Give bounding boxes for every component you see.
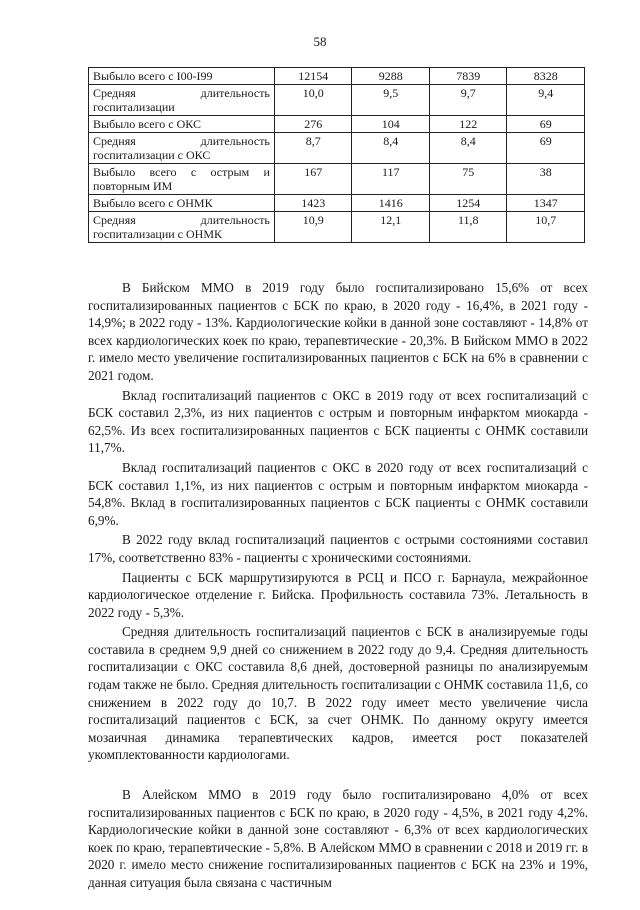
row-label: Выбыло всего с I00-I99 bbox=[89, 68, 275, 85]
paragraph: Вклад госпитализаций пациентов с ОКС в 2019 году от всех госпитализаций с БСК составил 2,3%, из них пациентов с острым и повторным инфарктом миокарда - 62,5%. Из всех госпитализированных пациентов с БСК пациенты с ОНМК составили 11,7%. bbox=[88, 387, 588, 456]
cell-value: 1416 bbox=[352, 195, 430, 212]
cell-value: 75 bbox=[429, 164, 507, 195]
cell-value: 8,7 bbox=[274, 133, 352, 164]
cell-value: 117 bbox=[352, 164, 430, 195]
cell-value: 12154 bbox=[274, 68, 352, 85]
table-row bbox=[89, 116, 585, 133]
cell-value: 38 bbox=[507, 164, 585, 195]
cell-value: 9288 bbox=[352, 68, 430, 85]
cell-value: 12,1 bbox=[352, 212, 430, 243]
row-label: Выбыло всего с ОНМК bbox=[89, 195, 275, 212]
cell-value: 8,4 bbox=[352, 133, 430, 164]
cell-value: 8328 bbox=[507, 68, 585, 85]
paragraph: Вклад госпитализаций пациентов с ОКС в 2020 году от всех госпитализаций с БСК составил 1,1%, из них пациентов с острым и повторным инфарктом миокарда - 54,8%. Вклад в госпитализированных пациентов с БСК пациенты с ОНМК составили 6,9%. bbox=[88, 459, 588, 528]
cell-value: 7839 bbox=[429, 68, 507, 85]
cell-value: 10,7 bbox=[507, 212, 585, 243]
paragraph: В Бийском ММО в 2019 году было госпитализировано 15,6% от всех госпитализированных пациентов с БСК по краю, в 2020 году - 16,4%, в 2021 году - 14,9%; в 2022 году - 13%. Кардиологические койки в данной зоне составляют - 14,8% от всех кардиологических коек по краю, терапевтические - 20,3%. В Бийском ММО в 2022 г. имело место увеличение госпитализированных пациентов с БСК на 6% в сравнении с 2021 годом. bbox=[88, 280, 588, 383]
row-label: Средняя длительность госпитализации bbox=[89, 85, 275, 116]
page-number: 58 bbox=[313, 34, 327, 49]
row-label: Средняя длительность госпитализации с ОКС bbox=[89, 133, 275, 164]
cell-value: 10,0 bbox=[274, 85, 352, 116]
table-row bbox=[89, 212, 585, 243]
cell-value: 11,8 bbox=[429, 212, 507, 243]
cell-value: 8,4 bbox=[429, 133, 507, 164]
cell-value: 9,5 bbox=[352, 85, 430, 116]
cell-value: 69 bbox=[507, 133, 585, 164]
cell-value: 9,7 bbox=[429, 85, 507, 116]
body-text bbox=[88, 279, 588, 892]
paragraph: Пациенты с БСК маршрутизируются в РСЦ и ПСО г. Барнаула, межрайонное кардиологическое отделение г. Бийска. Профильность составила 73%. Летальность в 2022 году - 5,3%. bbox=[88, 569, 588, 620]
row-label: Выбыло всего с ОКС bbox=[89, 116, 275, 133]
cell-value: 1254 bbox=[429, 195, 507, 212]
table-row bbox=[89, 85, 585, 116]
paragraph: Средняя длительность госпитализаций пациентов с БСК в анализируемые годы составила в среднем 9,9 дней со снижением в 2022 году до 9,4. Средняя длительность госпитализации с ОКС составила 8,6 дней, достоверной разницы по анализируемым годам также не было. Средняя длительность госпитализации с ОНМК составила 11,6, со снижением в 2022 году до 10,7. В 2022 году имеет место увеличение числа госпитализаций пациентов с БСК, за счет ОНМК. По данному округу имеется мозаичная динамика терапевтических кадров, имеется рост показателей укомплектованности кардиологами. bbox=[88, 624, 588, 763]
hospitalization-table bbox=[88, 67, 585, 243]
cell-value: 69 bbox=[507, 116, 585, 133]
table-row bbox=[89, 133, 585, 164]
cell-value: 122 bbox=[429, 116, 507, 133]
table-row bbox=[89, 68, 585, 85]
paragraph: В 2022 году вклад госпитализаций пациентов с острыми состояниями составил 17%, соответственно 83% - пациенты с хроническими состояниями. bbox=[88, 532, 588, 565]
row-label: Средняя длительность госпитализации с ОНМК bbox=[89, 212, 275, 243]
cell-value: 10,9 bbox=[274, 212, 352, 243]
cell-value: 1423 bbox=[274, 195, 352, 212]
paragraph: В Алейском ММО в 2019 году было госпитализировано 4,0% от всех госпитализированных пациентов с БСК по краю, в 2020 году - 4,5%, в 2021 году 4,2%. Кардиологические койки в данной зоне составляют - 6,3% от всех кардиологических коек по краю, терапевтические - 5,8%. В Алейском ММО в сравнении с 2018 и 2019 гг. в 2020 г. имело место снижение госпитализированных пациентов с БСК на 23% и 19%, данная ситуация была связана с частичным bbox=[88, 787, 588, 890]
cell-value: 104 bbox=[352, 116, 430, 133]
row-label: Выбыло всего с острым и повторным ИМ bbox=[89, 164, 275, 195]
cell-value: 167 bbox=[274, 164, 352, 195]
cell-value: 276 bbox=[274, 116, 352, 133]
table-row bbox=[89, 164, 585, 195]
cell-value: 1347 bbox=[507, 195, 585, 212]
cell-value: 9,4 bbox=[507, 85, 585, 116]
table-row bbox=[89, 195, 585, 212]
